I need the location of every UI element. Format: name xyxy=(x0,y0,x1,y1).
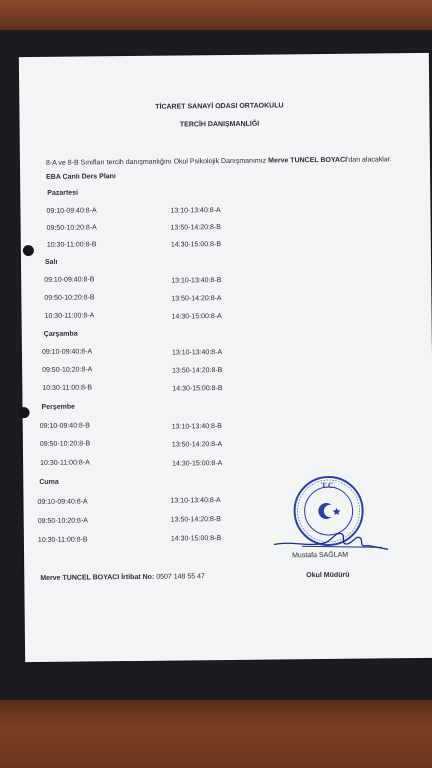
principal-title: Okul Müdürü xyxy=(306,571,350,580)
time-slot: 09:10-09:40:8-A xyxy=(41,348,93,356)
day-label: Cuma xyxy=(39,478,59,486)
time-slot: 13:50-14:20:8-A xyxy=(171,441,223,449)
time-slot: 13:10-13:40:8-A xyxy=(171,349,223,357)
document-page xyxy=(19,53,432,662)
time-slot: 14:30-15:00:8-B xyxy=(170,535,222,543)
contact-line xyxy=(40,573,205,582)
time-slot: 09:50-10:20:8-A xyxy=(46,224,97,232)
time-slot: 13:50-14:20:8-B xyxy=(170,224,221,232)
contact-label: Merve TUNCEL BOYACI İrtibat No: xyxy=(40,573,155,582)
punch-hole xyxy=(19,407,30,418)
plan-title: EBA Canlı Ders Planı xyxy=(46,173,116,181)
time-slot: 13:50-14:20:8-A xyxy=(171,295,222,303)
stamp-text: T.C. xyxy=(321,480,336,491)
principal-name: Mustafa SAĞLAM xyxy=(292,551,349,560)
time-slot: 13:10-13:40:8-A xyxy=(170,497,221,505)
day-label: Perşembe xyxy=(41,403,76,411)
intro-suffix: 'dan alacaklar. xyxy=(347,156,392,164)
intro-text: 8-A ve 8-B Sınıfları tercih danışmanlığını Okul Psikolojik Danışmanımız xyxy=(45,157,267,167)
day-label: Pazartesi xyxy=(47,189,79,197)
time-slot: 14:30-15:00:8-B xyxy=(170,241,222,249)
intro-line xyxy=(46,156,392,167)
time-slot: 10:30-11:00:8-A xyxy=(40,459,90,467)
time-slot: 09:50-10:20:8-A xyxy=(42,366,93,374)
time-slot: 13:50-14:20:8-B xyxy=(170,516,221,524)
time-slot: 13:50-14:20:8-B xyxy=(172,367,223,375)
time-slot: 09:50-10:20:8-B xyxy=(39,440,91,448)
time-slot: 13:10-13:40:8-B xyxy=(171,277,222,285)
time-slot: 09:10-09:40:8-A xyxy=(46,207,97,215)
time-slot: 09:10-09:40:8-A xyxy=(37,498,88,506)
time-slot: 13:10-13:40:8-B xyxy=(171,423,222,431)
time-slot: 10:30-11:00:8-B xyxy=(46,241,97,249)
time-slot: 14:30-15:00:8-B xyxy=(172,385,223,393)
day-label: Çarşamba xyxy=(43,330,78,338)
time-slot: 10:30-11:00:8-B xyxy=(37,536,88,544)
time-slot: 09:10-09:40:8-B xyxy=(44,276,95,284)
time-slot: 10:30-11:00:8-B xyxy=(42,384,93,392)
punch-hole xyxy=(23,245,34,256)
contact-phone: 0507 148 55 47 xyxy=(156,573,205,581)
time-slot: 09:50-10:20:8-A xyxy=(37,517,88,525)
day-label: Salı xyxy=(44,258,58,266)
time-slot: 13:10-13:40:8-A xyxy=(170,207,221,215)
signature xyxy=(272,523,390,554)
time-slot: 10:30-11:00:8-A xyxy=(44,312,95,320)
time-slot: 09:10-09:40:8-B xyxy=(39,422,90,430)
document-title: TERCİH DANIŞMANLIĞI xyxy=(179,120,260,129)
time-slot: 09:50-10:20:8-B xyxy=(44,294,95,302)
time-slot: 14:30-15:00:8-A xyxy=(172,460,223,468)
time-slot: 14:30-15:00:8-A xyxy=(171,313,222,321)
intro-name: Merve TUNCEL BOYACI xyxy=(268,156,348,165)
school-name: TİCARET SANAYİ ODASI ORTAOKULU xyxy=(155,102,284,111)
wooden-table-bottom xyxy=(0,700,432,768)
